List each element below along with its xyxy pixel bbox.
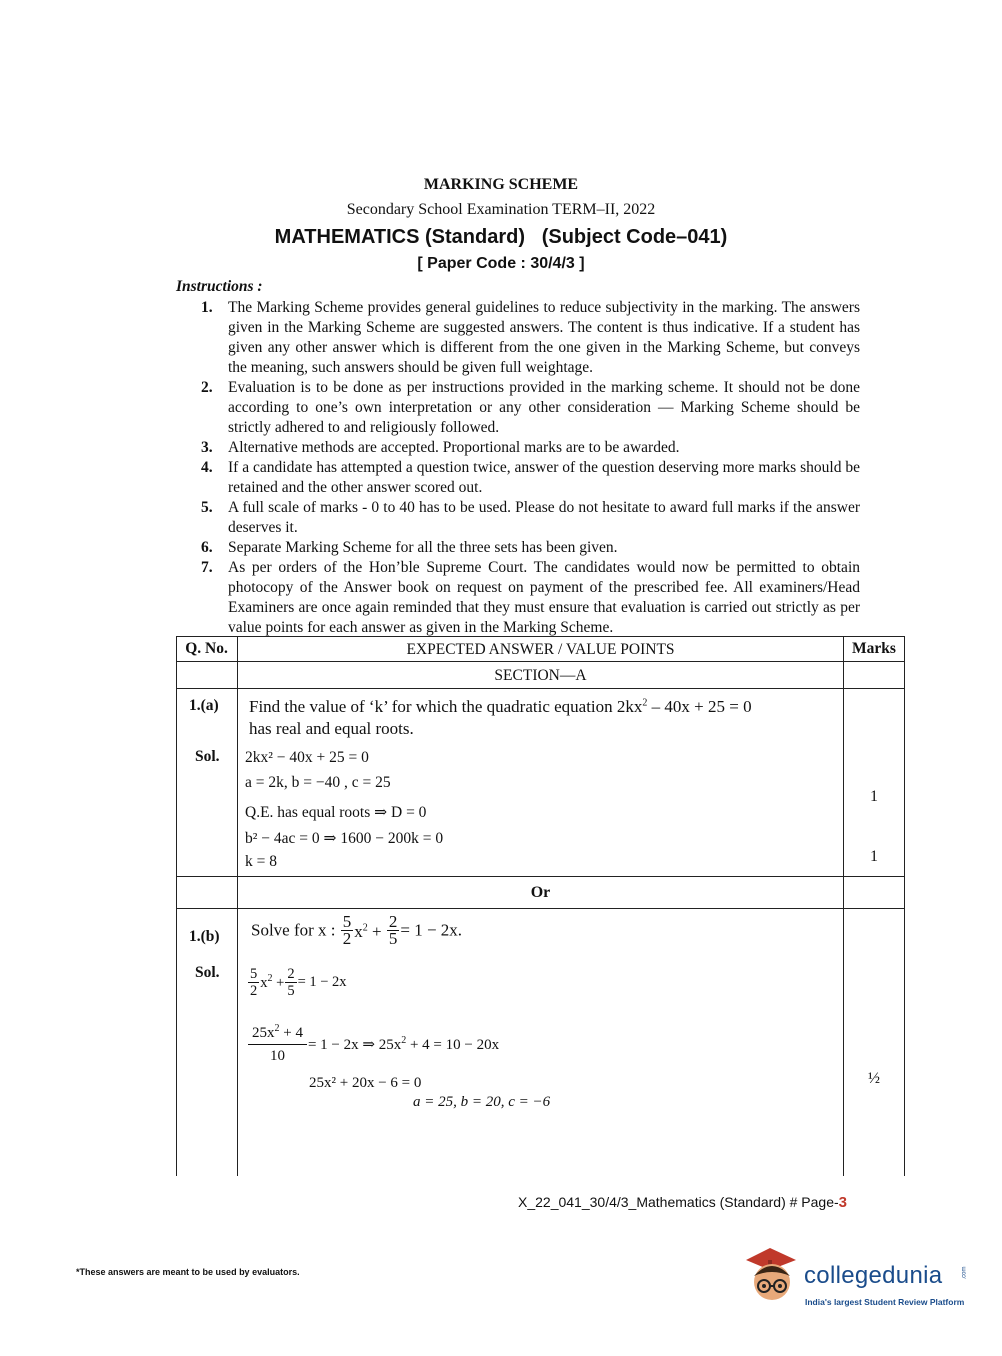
row-divider xyxy=(176,876,904,877)
instructions-title: Instructions : xyxy=(176,278,263,295)
column-divider xyxy=(237,636,238,1176)
marks-value: 1 xyxy=(870,848,878,865)
solution-line: k = 8 xyxy=(245,853,277,870)
question-text-line2: has real and equal roots. xyxy=(249,719,414,738)
table-header-divider xyxy=(176,661,904,662)
column-divider xyxy=(843,636,844,1176)
table-border-left xyxy=(176,636,177,1176)
instruction-item: 2. Evaluation is to be done as per instructions provided in the marking scheme. It should not be done according to one’s own interpretation or any other consideration — Marking Scheme should be strictly adhered to and religiously followed. xyxy=(201,379,860,436)
instruction-item: 1. The Marking Scheme provides general guidelines to reduce subjectivity in the marking. The answers given in the Marking Scheme are suggested answers. The content is thus indicative. If a student has given any other answer which is different from the one given in the Marking Scheme, but conveys the meaning, such answers should be given full weightage. xyxy=(201,299,860,376)
solution-line: 25x² + 20x − 6 = 0 xyxy=(309,1075,422,1091)
question-number: 1.(b) xyxy=(189,928,220,945)
exam-name: Secondary School Examination TERM–II, 2022 xyxy=(346,201,656,218)
section-divider xyxy=(176,688,904,689)
brand-logo-text: collegedunia xyxy=(804,1262,943,1289)
column-header-answer: EXPECTED ANSWER / VALUE POINTS xyxy=(406,641,675,658)
solution-line: $\frac{5}{2}$ $x^2$ + $\frac{2}{5}$ = 1 − 2x xyxy=(250,966,347,999)
page-footer-code: X_22_041_30/4/3_Mathematics (Standard) # Page-3 xyxy=(518,1194,847,1211)
evaluator-note: *These answers are meant to be used by evaluators. xyxy=(76,1267,300,1277)
subject-heading xyxy=(0,226,1002,249)
question-text: Find the value of ‘k’ for which the quadratic equation $2kx^2 - 40x + 25 = 0$ xyxy=(249,697,752,716)
or-divider-label: Or xyxy=(530,884,551,901)
solution-line: $\frac{25x^2 + 4}{10}$ = 1 − 2x ⇒ $25x^2 + 4 = 10 - 20x$ xyxy=(247,1018,499,1067)
column-header-marks: Marks xyxy=(852,640,896,657)
solution-label: Sol. xyxy=(195,748,220,765)
section-heading: SECTION—A xyxy=(494,667,587,684)
instructions-list xyxy=(196,298,860,638)
solution-line: a = 2k, b = −40 , c = 25 xyxy=(245,774,391,791)
brand-logo-suffix: .com xyxy=(961,1266,968,1280)
marks-value: 1 xyxy=(870,788,878,805)
instruction-item: 4. If a candidate has attempted a question twice, answer of the question deserving more marks should be retained and the other answer scored out. xyxy=(201,459,860,496)
solution-line: a = 25, b = 20, c = −6 xyxy=(413,1094,551,1110)
instruction-item: 3. Alternative methods are accepted. Proportional marks are to be awarded. xyxy=(201,439,680,456)
question-text: Solve for x : $\frac{5}{2}$ $x^2$ + $\frac{2}{5}$ = 1 − 2x. xyxy=(251,912,463,948)
solution-label: Sol. xyxy=(195,964,220,981)
table-border-top xyxy=(176,636,904,637)
page-title: MARKING SCHEME xyxy=(423,176,579,193)
row-divider xyxy=(176,908,904,909)
subject-name: MATHEMATICS (Standard) xyxy=(274,226,526,248)
instruction-item: 5. A full scale of marks - 0 to 40 has to be used. Please do not hesitate to award full marks if the answer deserves it. xyxy=(201,499,860,536)
brand-tagline: India's largest Student Review Platform xyxy=(805,1297,965,1307)
instruction-item: 7. As per orders of the Hon’ble Supreme Court. The candidates would now be permitted to obtain photocopy of the Answer book on request on payment of the prescribed fee. All examiners/Head Examiners are once again reminded that they must ensure that evaluation is carried out strictly as per value points for each answer as given in the Marking Scheme. xyxy=(201,559,860,636)
solution-line: 2kx² − 40x + 25 = 0 xyxy=(245,749,369,766)
solution-line: Q.E. has equal roots ⇒ D = 0 xyxy=(245,804,427,821)
question-number: 1.(a) xyxy=(189,697,219,714)
marks-value: ½ xyxy=(868,1070,880,1087)
table-border-right xyxy=(904,636,905,1176)
column-header-qno: Q. No. xyxy=(185,640,228,657)
solution-line: b² − 4ac = 0 ⇒ 1600 − 200k = 0 xyxy=(245,830,444,847)
subject-code: (Subject Code–041) xyxy=(541,226,728,248)
instruction-item: 6. Separate Marking Scheme for all the three sets has been given. xyxy=(201,539,618,556)
collegedunia-mascot-icon xyxy=(740,1246,804,1310)
paper-code: [ Paper Code : 30/4/3 ] xyxy=(417,255,585,272)
